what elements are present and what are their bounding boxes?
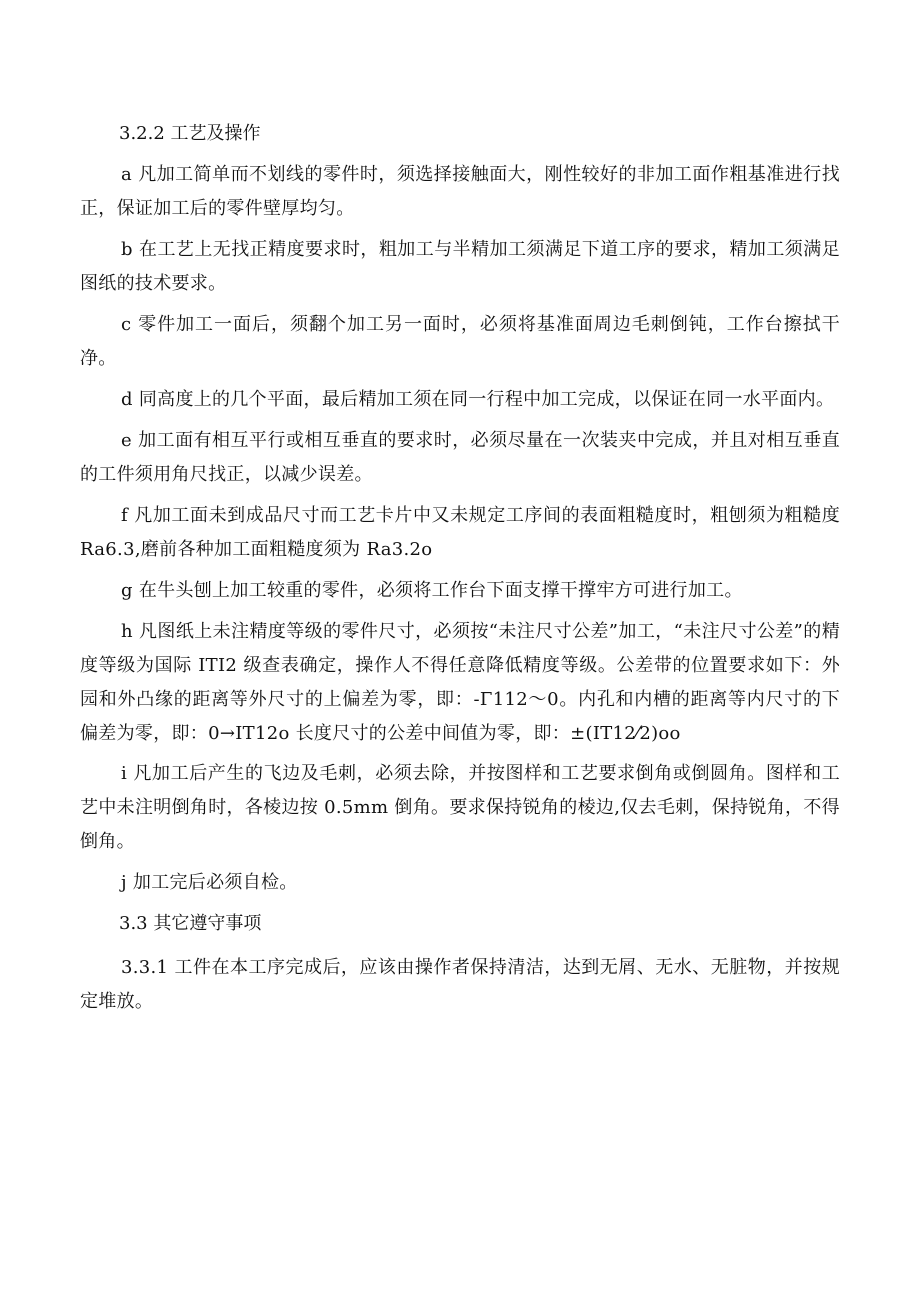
paragraph-d: d 同高度上的几个平面，最后精加工须在同一行程中加工完成，以保证在同一水平面内。 [121, 389, 835, 410]
paragraph-f: f 凡加工面未到成品尺寸而工艺卡片中又未规定工序间的表面粗糙度时，粗刨须为粗糙度 Ra6.3,磨前各种加工面粗糙度须为 Ra3.2o [80, 505, 840, 560]
paragraph-e: e 加工面有相互平行或相互垂直的要求时，必须尽量在一次装夹中完成，并且对相互垂直的工件须用角尺找正，以减少误差。 [80, 430, 840, 485]
paragraph-b: b 在工艺上无找正精度要求时，粗加工与半精加工须满足下道工序的要求，精加工须满足图纸的技术要求。 [80, 239, 840, 294]
section-heading-3-2-2: 3.2.2 工艺及操作 [119, 123, 261, 144]
section-heading-3-3: 3.3 其它遵守事项 [119, 913, 262, 934]
paragraph-3-3-1: 3.3.1 工件在本工序完成后，应该由操作者保持清洁，达到无屑、无水、无脏物，并按规定堆放。 [80, 957, 840, 1012]
paragraph-a: a 凡加工简单而不划线的零件时，须选择接触面大，刚性较好的非加工面作粗基准进行找正，保证加工后的零件壁厚均匀。 [80, 164, 840, 219]
paragraph-g: g 在牛头刨上加工较重的零件，必须将工作台下面支撑干撑牢方可进行加工。 [121, 580, 743, 601]
paragraph-h: h 凡图纸上未注精度等级的零件尺寸，必须按“未注尺寸公差”加工，“未注尺寸公差”的精度等级为国际 ITI2 级查表确定，操作人不得任意降低精度等级。公差带的位置要求如下：外园和外凸缘的距离等外尺寸的上偏差为零，即：-Γ112～0。内孔和内槽的距离等内尺寸的下偏差为零，即：0→IT12o 长度尺寸的公差中间值为零，即：±(IT12⁄2)oo [80, 621, 840, 744]
paragraph-j: j 加工完后必须自检。 [121, 872, 298, 893]
document-body [80, 117, 840, 1026]
paragraph-i: i 凡加工后产生的飞边及毛刺，必须去除，并按图样和工艺要求倒角或倒圆角。图样和工艺中未注明倒角时，各棱边按 0.5mm 倒角。要求保持锐角的棱边,仅去毛刺，保持锐角，不得倒角。 [80, 763, 840, 852]
paragraph-c: c 零件加工一面后，须翻个加工另一面时，必须将基准面周边毛刺倒钝，工作台擦拭干净。 [80, 314, 840, 369]
